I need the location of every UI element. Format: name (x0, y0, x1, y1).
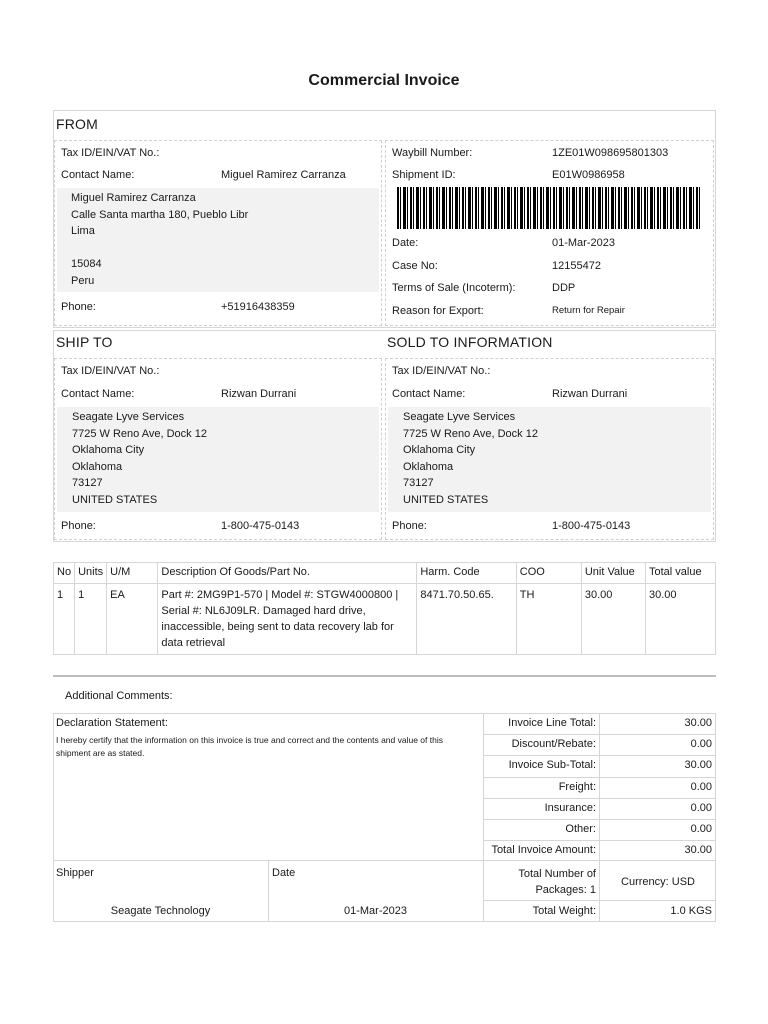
ship-to-contact-label: Contact Name: (61, 388, 135, 400)
totals-label: Freight: (558, 781, 596, 793)
address-line: Oklahoma (72, 460, 123, 473)
address-line: Miguel Ramirez Carranza (71, 192, 196, 204)
goods-table (53, 562, 716, 655)
table-cell: 30.00 (581, 584, 645, 655)
page-title: Commercial Invoice (308, 72, 460, 89)
date-value: 01-Mar-2023 (552, 237, 615, 249)
reason-label: Reason for Export: (392, 305, 484, 317)
weight-value: 1.0 KGS (670, 905, 712, 917)
shipment-id-label: Shipment ID: (392, 169, 456, 181)
col-header: Total value (645, 563, 715, 584)
case-value: 12155472 (552, 260, 601, 272)
sign-date-value: 01-Mar-2023 (344, 905, 407, 917)
col-header: U/M (107, 563, 158, 584)
col-header: No (54, 563, 75, 584)
address-line: UNITED STATES (72, 493, 158, 506)
totals-value: 0.00 (690, 738, 712, 750)
shipper-value: Seagate Technology (110, 905, 211, 917)
col-header: Units (75, 563, 107, 584)
totals-value: 0.00 (690, 781, 712, 793)
shipment-id-value: E01W0986958 (552, 169, 625, 181)
ship-to-heading: SHIP TO (56, 334, 113, 350)
from-phone-label: Phone: (61, 301, 96, 313)
totals-value: 30.00 (684, 717, 712, 729)
weight-row-divider (483, 900, 716, 901)
ship-to-phone-value: 1-800-475-0143 (221, 520, 300, 532)
date-label: Date: (392, 237, 419, 249)
waybill-value: 1ZE01W098695801303 (552, 147, 669, 159)
totals-row-divider (483, 777, 716, 778)
sold-to-contact-label: Contact Name: (392, 388, 466, 400)
address-line: Seagate Lyve Services (72, 411, 185, 423)
address-line: 15084 (71, 258, 102, 270)
currency-label: Currency: USD (621, 876, 695, 888)
shipment-panel (385, 140, 714, 326)
table-cell: 30.00 (645, 584, 715, 655)
table-cell: Part #: 2MG9P1-570 | Model #: STGW4000800 | Serial #: NL6J09LR. Damaged hard drive, inaccessible, being sent to data recovery lab for data retrieval (158, 584, 417, 655)
ship-to-panel (54, 358, 382, 540)
goods-header-row (54, 563, 716, 584)
table-cell: 1 (75, 584, 107, 655)
reason-value: Return for Repair (552, 305, 625, 316)
from-address (57, 188, 379, 292)
table-cell: 8471.70.50.65. (417, 584, 516, 655)
ship-to-address (57, 407, 379, 512)
totals-value: 0.00 (690, 802, 712, 814)
totals-label: Discount/Rebate: (511, 738, 596, 750)
ship-to-contact-value: Rizwan Durrani (221, 388, 297, 400)
case-label: Case No: (392, 260, 438, 272)
address-line: 7725 W Reno Ave, Dock 12 (72, 427, 207, 440)
terms-value: DDP (552, 282, 576, 294)
totals-label: Insurance: (544, 802, 596, 814)
totals-label: Invoice Line Total: (508, 717, 596, 729)
from-contact-label: Contact Name: (61, 169, 135, 181)
address-line: Oklahoma City (72, 444, 145, 456)
declaration-label: Declaration Statement: (56, 717, 168, 729)
address-line: UNITED STATES (403, 493, 489, 506)
totals-row-divider (483, 755, 716, 756)
ship-to-phone-label: Phone: (61, 520, 96, 532)
terms-label: Terms of Sale (Incoterm): (392, 282, 516, 294)
sign-date-label: Date (272, 867, 296, 879)
from-panel (54, 140, 382, 326)
from-contact-value: Miguel Ramirez Carranza (221, 169, 346, 181)
section-divider (53, 675, 716, 677)
sold-to-tax-label: Tax ID/EIN/VAT No.: (392, 365, 491, 377)
table-cell: TH (516, 584, 581, 655)
totals-row-divider (483, 840, 716, 841)
totals-row-divider (483, 819, 716, 820)
sold-to-address (388, 407, 711, 512)
address-line: Calle Santa martha 180, Pueblo Libr (71, 208, 249, 221)
from-tax-label: Tax ID/EIN/VAT No.: (61, 147, 160, 159)
totals-row-divider (483, 734, 716, 735)
additional-comments-label: Additional Comments: (65, 690, 173, 702)
declaration-text: I hereby certify that the information on this invoice is true and correct and the contents and value of this shipment are as stated. (56, 735, 443, 758)
totals-label: Total Invoice Amount: (491, 844, 596, 856)
address-line: 7725 W Reno Ave, Dock 12 (403, 427, 538, 440)
barcode-image (397, 187, 701, 229)
packages-row-divider (483, 860, 716, 861)
waybill-label: Waybill Number: (392, 147, 473, 159)
table-cell: EA (107, 584, 158, 655)
totals-label: Invoice Sub-Total: (508, 759, 596, 771)
address-line: Peru (71, 274, 95, 287)
sold-to-panel (385, 358, 714, 540)
sold-to-contact-value: Rizwan Durrani (552, 388, 628, 400)
from-heading: FROM (56, 116, 99, 132)
table-cell: 1 (54, 584, 75, 655)
address-line: Oklahoma (403, 460, 454, 473)
totals-row-divider (483, 798, 716, 799)
table-row (54, 584, 716, 655)
sold-to-phone-value: 1-800-475-0143 (552, 520, 631, 532)
declaration-divider (483, 713, 484, 922)
weight-label: Total Weight: (532, 905, 596, 917)
address-line: Oklahoma City (403, 444, 476, 456)
totals-value: 0.00 (690, 823, 712, 835)
from-phone-value: +51916438359 (221, 301, 295, 313)
address-line: Seagate Lyve Services (403, 411, 516, 423)
sold-to-heading: SOLD TO INFORMATION (387, 334, 553, 350)
address-line (71, 240, 379, 257)
col-header: COO (516, 563, 581, 584)
address-line: 73127 (403, 477, 434, 489)
col-header: Description Of Goods/Part No. (158, 563, 417, 584)
value-divider (599, 713, 600, 922)
ship-to-tax-label: Tax ID/EIN/VAT No.: (61, 365, 160, 377)
packages-label: Total Number of Packages: 1 (518, 868, 596, 896)
col-header: Harm. Code (417, 563, 516, 584)
shipper-label: Shipper (56, 867, 94, 879)
totals-value: 30.00 (684, 844, 712, 856)
sold-to-phone-label: Phone: (392, 520, 427, 532)
address-line: Lima (71, 225, 95, 237)
col-header: Unit Value (581, 563, 645, 584)
totals-value: 30.00 (684, 759, 712, 771)
totals-label: Other: (565, 823, 596, 835)
address-line: 73127 (72, 477, 103, 489)
